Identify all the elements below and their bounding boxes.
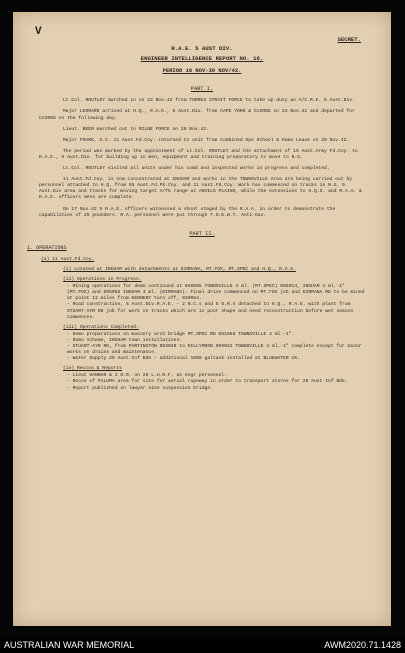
footer-accession-number: AWM2020.71.1428	[324, 640, 401, 650]
part-one-paragraph: Major LEONARD arrived at H.Q., R.A.E., 5 Aust.Div. from CAPE YORK & CAIRNS on 23 Nov.42 and departed for CAIRNS on the following day.	[39, 109, 355, 121]
subsection-heading	[41, 257, 377, 263]
unit-heading: R.A.E. 5 AUST DIV.	[171, 45, 233, 52]
operations-item-line: - Lieut HANNAN & 3 O.R. on 29 L.H.R.F. as engr personnel.	[67, 373, 227, 379]
operations-item-line: - Report published on lawyer vine suspension bridge.	[67, 385, 213, 391]
part-one-paragraph: Major FRANK, O.C. 11 Aust.Fd.Coy. returned to unit from Combined Ops School & Home Leave on 29 Nov.42.	[63, 137, 350, 143]
operations-item-title: (i) Located at INGHAM with detachments at KIRRANA, MT.FOX, MT.SPEC and H.Q., R.A.E.	[63, 266, 296, 272]
part-one-paragraph: On 17 Nov.42 5 R.A.E. officers witnessed a shoot staged by the R.A.A. in order to demonstrate the capabilities of 25 pounders. R.A. personnel were put through T.O.E.W.T. Anti-Gas.	[39, 206, 336, 218]
classification-stamp: SECRET.	[337, 36, 361, 43]
operations-item-line: - Recce of PALUMA area for site for aerial ropeway in order to transport stores for 29 Aust Inf Bde.	[67, 379, 348, 385]
marginal-mark: V	[35, 26, 42, 38]
part-one-paragraph: Lt.Col. ROUTLEY marched in on 23 Nov.42 from TORRES STRAIT FORCE to take up duty as A/C.R.E. 5 Aust.Div.	[63, 98, 355, 104]
operations-item-line: - Demo scheme, INGHAM town installations.	[67, 337, 183, 343]
operations-items	[27, 267, 377, 392]
part-one-paragraph: Lt.Col. ROUTLEY visited all units under his comd and inspected works in progress and completed.	[63, 166, 330, 172]
part-one-paragraph: The period was marked by the appointment of Lt.Col. ROUTLEY and the attachment of 15 Aust.Army Fd.Coy. to R.A.E., 5 Aust.Div. for building up in men, equipment and training preparatory to move to N.G.	[39, 148, 358, 160]
part-one-paragraph: 11 Aust.Fd.Coy. is now concentrated at INGHAM and works in the TOWNSVILLE Area are being carried out by personnel attached to H.Q. from 55 Aust.Fd.Pk.Coy. and 11 Aust.Fd.Coy. Work has commenced on tracks in N.G. 5 Aust.Div area and tracks for moving target A/Tk range at ANVILS PLAINS, while the extensions to H.Q.S. and R.A.A. & R.A.E. officers mess are complete.	[39, 177, 362, 201]
operations-item-title: (iv) Reccos & Reports	[63, 366, 122, 372]
part-one-paragraph: Lieut. BEER marched out to MILNE FORCE on 20 Nov.42.	[63, 126, 209, 132]
operations-item-title: (ii) Operations in Progress.	[63, 277, 142, 283]
operations-item-line: - Road construction, 5 Aust.Div.R.A.E. - 2 N.C.s and 5 O.R.s detached to H.Q., R.A.E. with plant from STUART-AYR RD job for work on tracks which are in poor shape and need reconstruction before wet season commences.	[67, 302, 354, 320]
subsection-title: (a) 11 Aust.Fd.Coy.	[41, 256, 95, 262]
report-title: ENGINEER INTELLIGENCE REPORT NO. 16.	[140, 55, 264, 63]
part-one-paragraphs	[27, 98, 377, 218]
operations-item-line: - STUART-AYR RD, from PARTINGTON 093040 to KILLYMOON 099042 TOWNSVILLE 4 ml.-1" complete except for minor works on drains and maintenance.	[67, 344, 362, 356]
footer-institution: AUSTRALIAN WAR MEMORIAL	[4, 640, 135, 650]
operations-item-line: - Water Supply 29 Aust.Inf Bde - additional 1000 galtank installed at BLUEWATER CK.	[67, 356, 300, 362]
document-page	[13, 12, 391, 626]
report-period: PERIOD 16 NOV-30 NOV/42.	[162, 68, 242, 75]
part-one-heading: PART I.	[190, 86, 214, 93]
operations-item-line: - Mining operations for demo continued at 046065 TOWNSVILLE 4 ml. (MT.SPEC) 095014, INGHAM 4 ml.-1" (MT.FOX) and 095055 INGHAM 4 ml. (KIRRANA). Final drive commenced on MT.FOX job and KIRRANA RD to be mined at point 12 miles from KENNEDY turn off, 030054.	[67, 284, 365, 302]
archive-footer	[0, 638, 405, 653]
report-body	[27, 34, 377, 392]
operations-heading: 1. OPERATIONS	[27, 244, 67, 251]
operations-item-line: - Demo preparations on masonry arch bridge MT.SPEC RD 051058 TOWNSVILLE 4 ml.-1".	[67, 331, 295, 337]
part-two-heading: PART II.	[189, 230, 215, 237]
operations-item-title: (iii) Operations Completed.	[63, 324, 139, 330]
